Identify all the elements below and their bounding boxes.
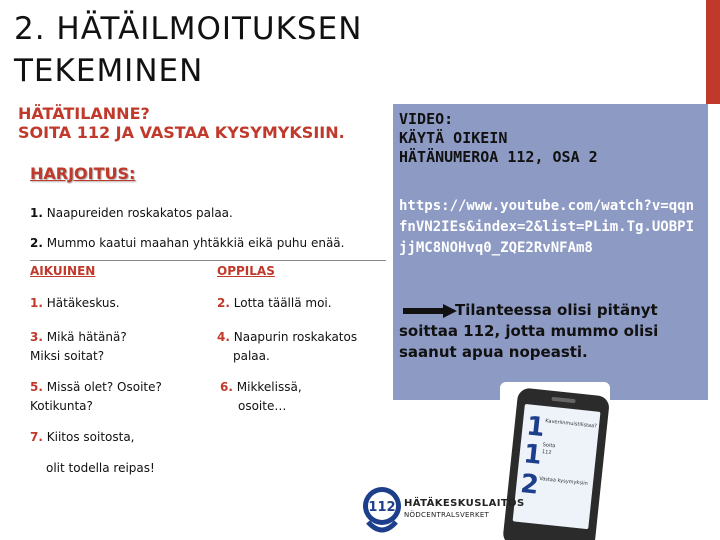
line-continuation: Kotikunta? bbox=[30, 399, 93, 413]
line-number: 2. bbox=[217, 296, 230, 310]
student-line bbox=[220, 378, 302, 416]
student-line bbox=[217, 294, 332, 313]
video-title-line2: HÄTÄNUMEROA 112, OSA 2 bbox=[399, 148, 598, 166]
line-continuation: olit todella reipas! bbox=[46, 461, 155, 475]
line-number: 4. bbox=[217, 330, 230, 344]
logo-text bbox=[404, 498, 525, 519]
logo-name-swedish: NÖDCENTRALSVERKET bbox=[404, 511, 490, 519]
exercise-title: HARJOITUS: bbox=[30, 164, 136, 183]
situation-number: 1. bbox=[30, 206, 43, 220]
phone-line2: Soita bbox=[542, 442, 556, 450]
line-text: Naapurin roskakatos bbox=[233, 330, 358, 344]
situation-text: Mummo kaatui maahan yhtäkkiä eikä puhu enää. bbox=[46, 236, 345, 250]
emergency-alert bbox=[18, 104, 345, 142]
divider bbox=[30, 260, 386, 261]
phone-line1: Kaveriinmuistilistaa? bbox=[544, 418, 598, 430]
video-label: VIDEO: bbox=[399, 110, 454, 128]
adult-line bbox=[30, 294, 120, 313]
adult-line bbox=[30, 378, 162, 416]
situation-item bbox=[30, 206, 233, 220]
adult-line bbox=[30, 328, 127, 366]
line-text: Lotta täällä moi. bbox=[233, 296, 332, 310]
alert-question: HÄTÄTILANNE? bbox=[18, 104, 150, 123]
exercise-section bbox=[22, 150, 382, 530]
student-line bbox=[217, 328, 357, 366]
slide-title-line1: 2. HÄTÄILMOITUKSEN bbox=[14, 11, 363, 47]
line-continuation: osoite… bbox=[238, 399, 287, 413]
student-column-header: OPPILAS bbox=[217, 264, 275, 278]
phone-line4: Vastaa kysymyksiin bbox=[538, 475, 589, 487]
line-continuation: palaa. bbox=[233, 349, 270, 363]
adult-column-header: AIKUINEN bbox=[30, 264, 96, 278]
line-number: 7. bbox=[30, 430, 43, 444]
slide-title bbox=[14, 8, 574, 92]
logo-badge: 112 bbox=[368, 500, 396, 515]
line-number: 3. bbox=[30, 330, 43, 344]
explanation-note bbox=[399, 300, 699, 363]
line-text: Missä olet? Osoite? bbox=[46, 380, 162, 394]
video-link[interactable]: https://www.youtube.com/watch?v=qqnfnVN2IEs&index=2&list=PLim.Tg.UOBPIjjMC8NOHvq0_ZQE2RvNFAm8 bbox=[399, 198, 695, 256]
line-number: 1. bbox=[30, 296, 43, 310]
situation-number: 2. bbox=[30, 236, 43, 250]
line-text: Hätäkeskus. bbox=[46, 296, 120, 310]
logo-name: HÄTÄKESKUSLAITOS bbox=[404, 498, 525, 509]
line-continuation: Miksi soitat? bbox=[30, 349, 105, 363]
phone-line3: 112 bbox=[541, 449, 552, 456]
video-panel bbox=[393, 104, 708, 400]
phone-digit-one: 1 bbox=[522, 439, 544, 471]
phone-digit-two: 2 bbox=[518, 469, 541, 501]
adult-line bbox=[30, 428, 155, 478]
situation-item bbox=[30, 236, 344, 250]
line-text: Mikä hätänä? bbox=[46, 330, 127, 344]
phone-digit-one: 1 bbox=[525, 411, 547, 444]
line-text: Kiitos soitosta, bbox=[46, 430, 135, 444]
note-text: Tilanteessa olisi pitänyt soittaa 112, jotta mummo olisi saanut apua nopeasti. bbox=[399, 301, 659, 361]
alert-instruction: SOITA 112 JA VASTAA KYSYMYKSIIN. bbox=[18, 123, 345, 142]
line-number: 5. bbox=[30, 380, 43, 394]
video-heading bbox=[399, 110, 598, 167]
slide-title-line2: TEKEMINEN bbox=[14, 53, 204, 89]
video-title-line1: KÄYTÄ OIKEIN bbox=[399, 129, 508, 147]
accent-bar bbox=[706, 0, 720, 104]
situation-text: Naapureiden roskakatos palaa. bbox=[46, 206, 233, 220]
line-text: Mikkelissä, bbox=[236, 380, 302, 394]
line-number: 6. bbox=[220, 380, 233, 394]
